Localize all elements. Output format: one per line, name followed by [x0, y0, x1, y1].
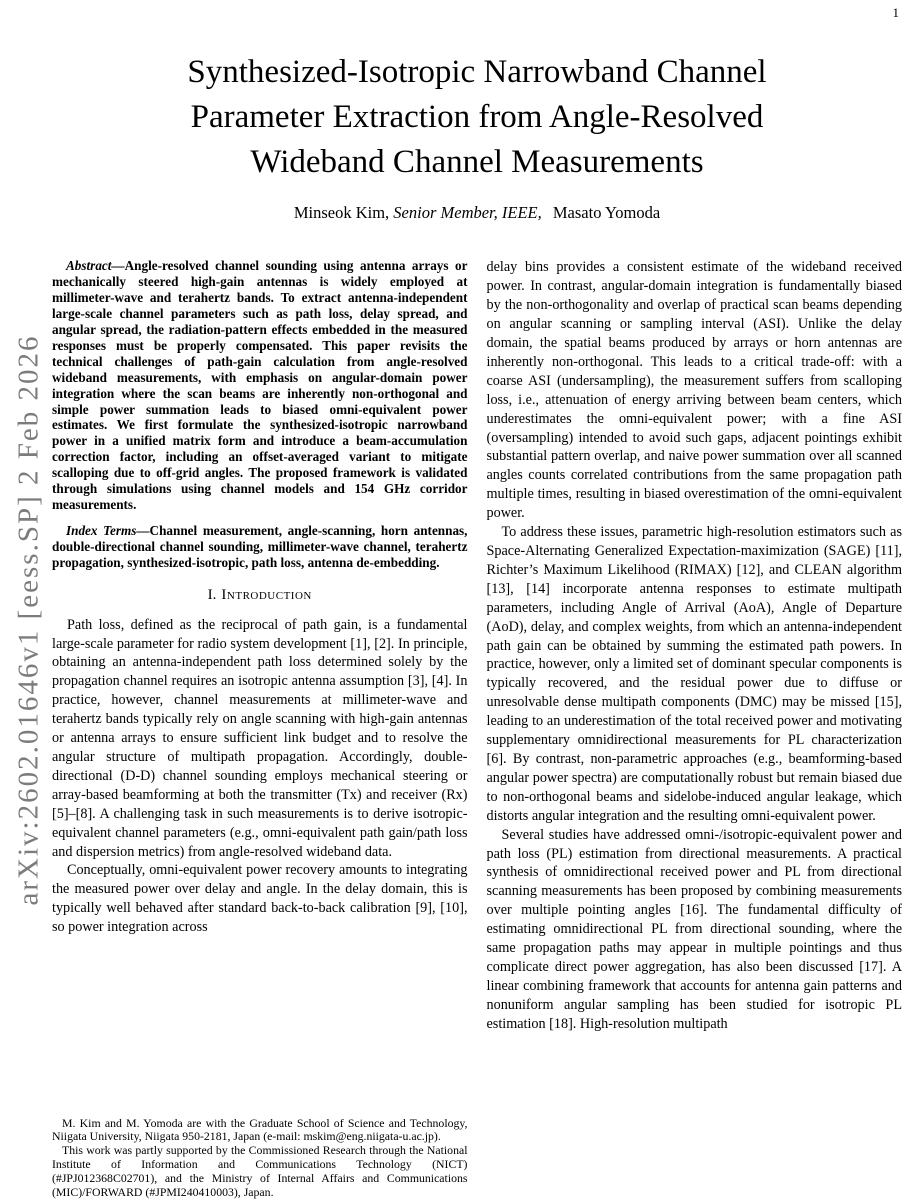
arxiv-stamp: arXiv:2602.01646v1 [eess.SP] 2 Feb 2026	[12, 334, 45, 906]
footnote-affiliation: M. Kim and M. Yomoda are with the Graduate School of Science and Technology, Niigata University, Niigata 950-2181, Japan (e-mail: mskim@eng.niigata-u.ac.jp).	[52, 1115, 468, 1144]
index-terms-label: Index Terms—	[66, 522, 150, 538]
author-2-name: Masato Yomoda	[552, 202, 661, 222]
two-column-body	[52, 258, 902, 1199]
first-page-footnote	[52, 1112, 468, 1200]
left-column	[52, 258, 468, 1199]
section-title: Introduction	[221, 586, 312, 603]
right-column	[487, 258, 903, 1199]
paper-content	[52, 0, 902, 1199]
abstract-label: Abstract—	[66, 258, 125, 274]
index-terms-text: Channel measurement, angle-scanning, horn antennas, double-directional channel sounding, millimeter-wave channel, terahertz propagation, synthesized-isotropic, path loss, antenna de-embedding.	[52, 522, 468, 570]
section-heading-introduction	[52, 587, 468, 604]
footnote-funding: This work was partly supported by the Commissioned Research through the National Institute of Information and Communications Technology (NICT) (#JPJ012368C02701), and the Ministry of Internal Affairs and Communications (MIC)/FORWARD (#JPMI240410003), Japan.	[52, 1143, 468, 1199]
title-line-1: Synthesized-Isotropic Narrowband Channel	[187, 54, 767, 90]
index-terms	[52, 523, 468, 571]
abstract-text: Angle-resolved channel sounding using antenna arrays or mechanically steered high-gain antennas is widely employed at millimeter-wave and terahertz bands. To extract antenna-independent large-scale channel parameters such as path loss, delay spread, and angular spread, the radiation-pattern effects embedded in the measured responses must be properly compensated. This paper revisits the technical challenges of path-gain calculation from angle-resolved wideband measurements, with emphasis on angular-domain power integration where the scan beams are inherently non-orthogonal and simple power summation leads to biased omni-equivalent power estimates. We first formulate the synthesized-isotropic narrowband power in a unified matrix form and introduce a beam-accumulation correction factor, including an offset-averaged variant to mitigate scalloping due to off-grid angles. The proposed framework is validated through simulations using channel models and 154 GHz corridor measurements.	[52, 258, 468, 513]
author-1-name: Minseok Kim,	[293, 202, 390, 222]
section-number: I.	[207, 586, 217, 603]
intro-paragraph-1: Path loss, defined as the reciprocal of path gain, is a fundamental large-scale parameter for radio system development [1], [2]. In principle, obtaining an antenna-independent path loss determined solely by the propagation channel requires an isotropic antenna assumption [3], [4]. In practice, however, channel measurements at millimeter-wave and terahertz bands typically rely on angle scanning with high-gain antennas or antenna arrays to ensure sufficient link budget and to resolve the angular structure of multipath propagation. Accordingly, double-directional (D-D) channel sounding employs mechanical steering or array-based beamforming at both the transmitter (Tx) and receiver (Rx) [5]–[8]. A challenging task in such measurements is to derive isotropic-equivalent channel parameters (e.g., omni-equivalent path gain/path loss and dispersion metrics) from angle-resolved wideband data.	[52, 616, 468, 860]
title-line-3: Wideband Channel Measurements	[250, 143, 704, 180]
title-line-2: Parameter Extraction from Angle-Resolved	[190, 98, 764, 135]
author-1-membership: Senior Member, IEEE,	[393, 202, 542, 222]
body-paragraph-related-work: Several studies have addressed omni-/isotropic-equivalent power and path loss (PL) estimation from directional measurements. A practical synthesis of omnidirectional received power and PL from directional scanning measurements has been proposed by combining measurements over multiple pointing angles [16]. The fundamental difficulty of estimating omnidirectional PL from directional sounding, where the same propagation paths may appear in multiple pointings and thus complicate direct power aggregation, has also been discussed [17]. A linear combining framework that accounts for antenna gain patterns and nonuniform angular sampling has been studied for isotropic PL estimation [18]. High-resolution multipath	[486, 826, 902, 1032]
paper-title	[52, 50, 902, 185]
body-paragraph-parametric: To address these issues, parametric high-resolution estimators such as Space-Alternating Generalized Expectation-maximization (SAGE) [11], Richter’s Maximum Likelihood (RIMAX) [12], and CLEAN algorithm [13], [14] incorporate antenna responses to estimate multipath parameters, including Angle of Arrival (AoA), Angle of Departure (AoD), delay, and complex weights, from which an antenna-independent path gain can be obtained by summing the estimated path powers. In practice, however, only a limited set of dominant specular components is typically recovered, and the residual power due to diffuse or unresolvable dense multipath components (DMC) may be missed [15], leading to an underestimation of the total received power and motivating supplementary omnidirectional measurements for PL characterization [6]. By contrast, non-parametric approaches (e.g., beamforming-based angular power spectra) are computationally robust but remain biased due to non-orthogonal beams and sidelobe-induced angular leakage, which distorts angular integration and the resulting omni-equivalent power.	[486, 524, 902, 824]
authors-line	[52, 203, 902, 223]
page-number: 1	[892, 5, 899, 20]
body-paragraph-continuation: delay bins provides a consistent estimate of the wideband received power. In contrast, angular-domain integration is fundamentally biased by the non-orthogonality and overlap of practical scan beams depending on angular scanning or sampling interval (ASI). Unlike the delay domain, the spatial beams produced by arrays or horn antennas are inherently non-orthogonal. This leads to a critical trade-off: with a coarse ASI (undersampling), the measurement suffers from scalloping loss, i.e., attenuation of energy arriving between beam centers, which underestimates the omni-equivalent power; with a fine ASI (oversampling) intended to avoid such gaps, adjacent pointings exhibit substantial pattern overlap, and naive power summation over all scanned angles counts correlated contributions from the same propagation path multiple times, resulting in biased overestimation of the omni-equivalent power.	[486, 259, 902, 522]
intro-paragraph-2: Conceptually, omni-equivalent power recovery amounts to integrating the measured power over delay and angle. In the delay domain, this is typically well behaved after standard back-to-back calibration [9], [10], so power integration across	[52, 862, 468, 936]
abstract	[52, 258, 468, 513]
